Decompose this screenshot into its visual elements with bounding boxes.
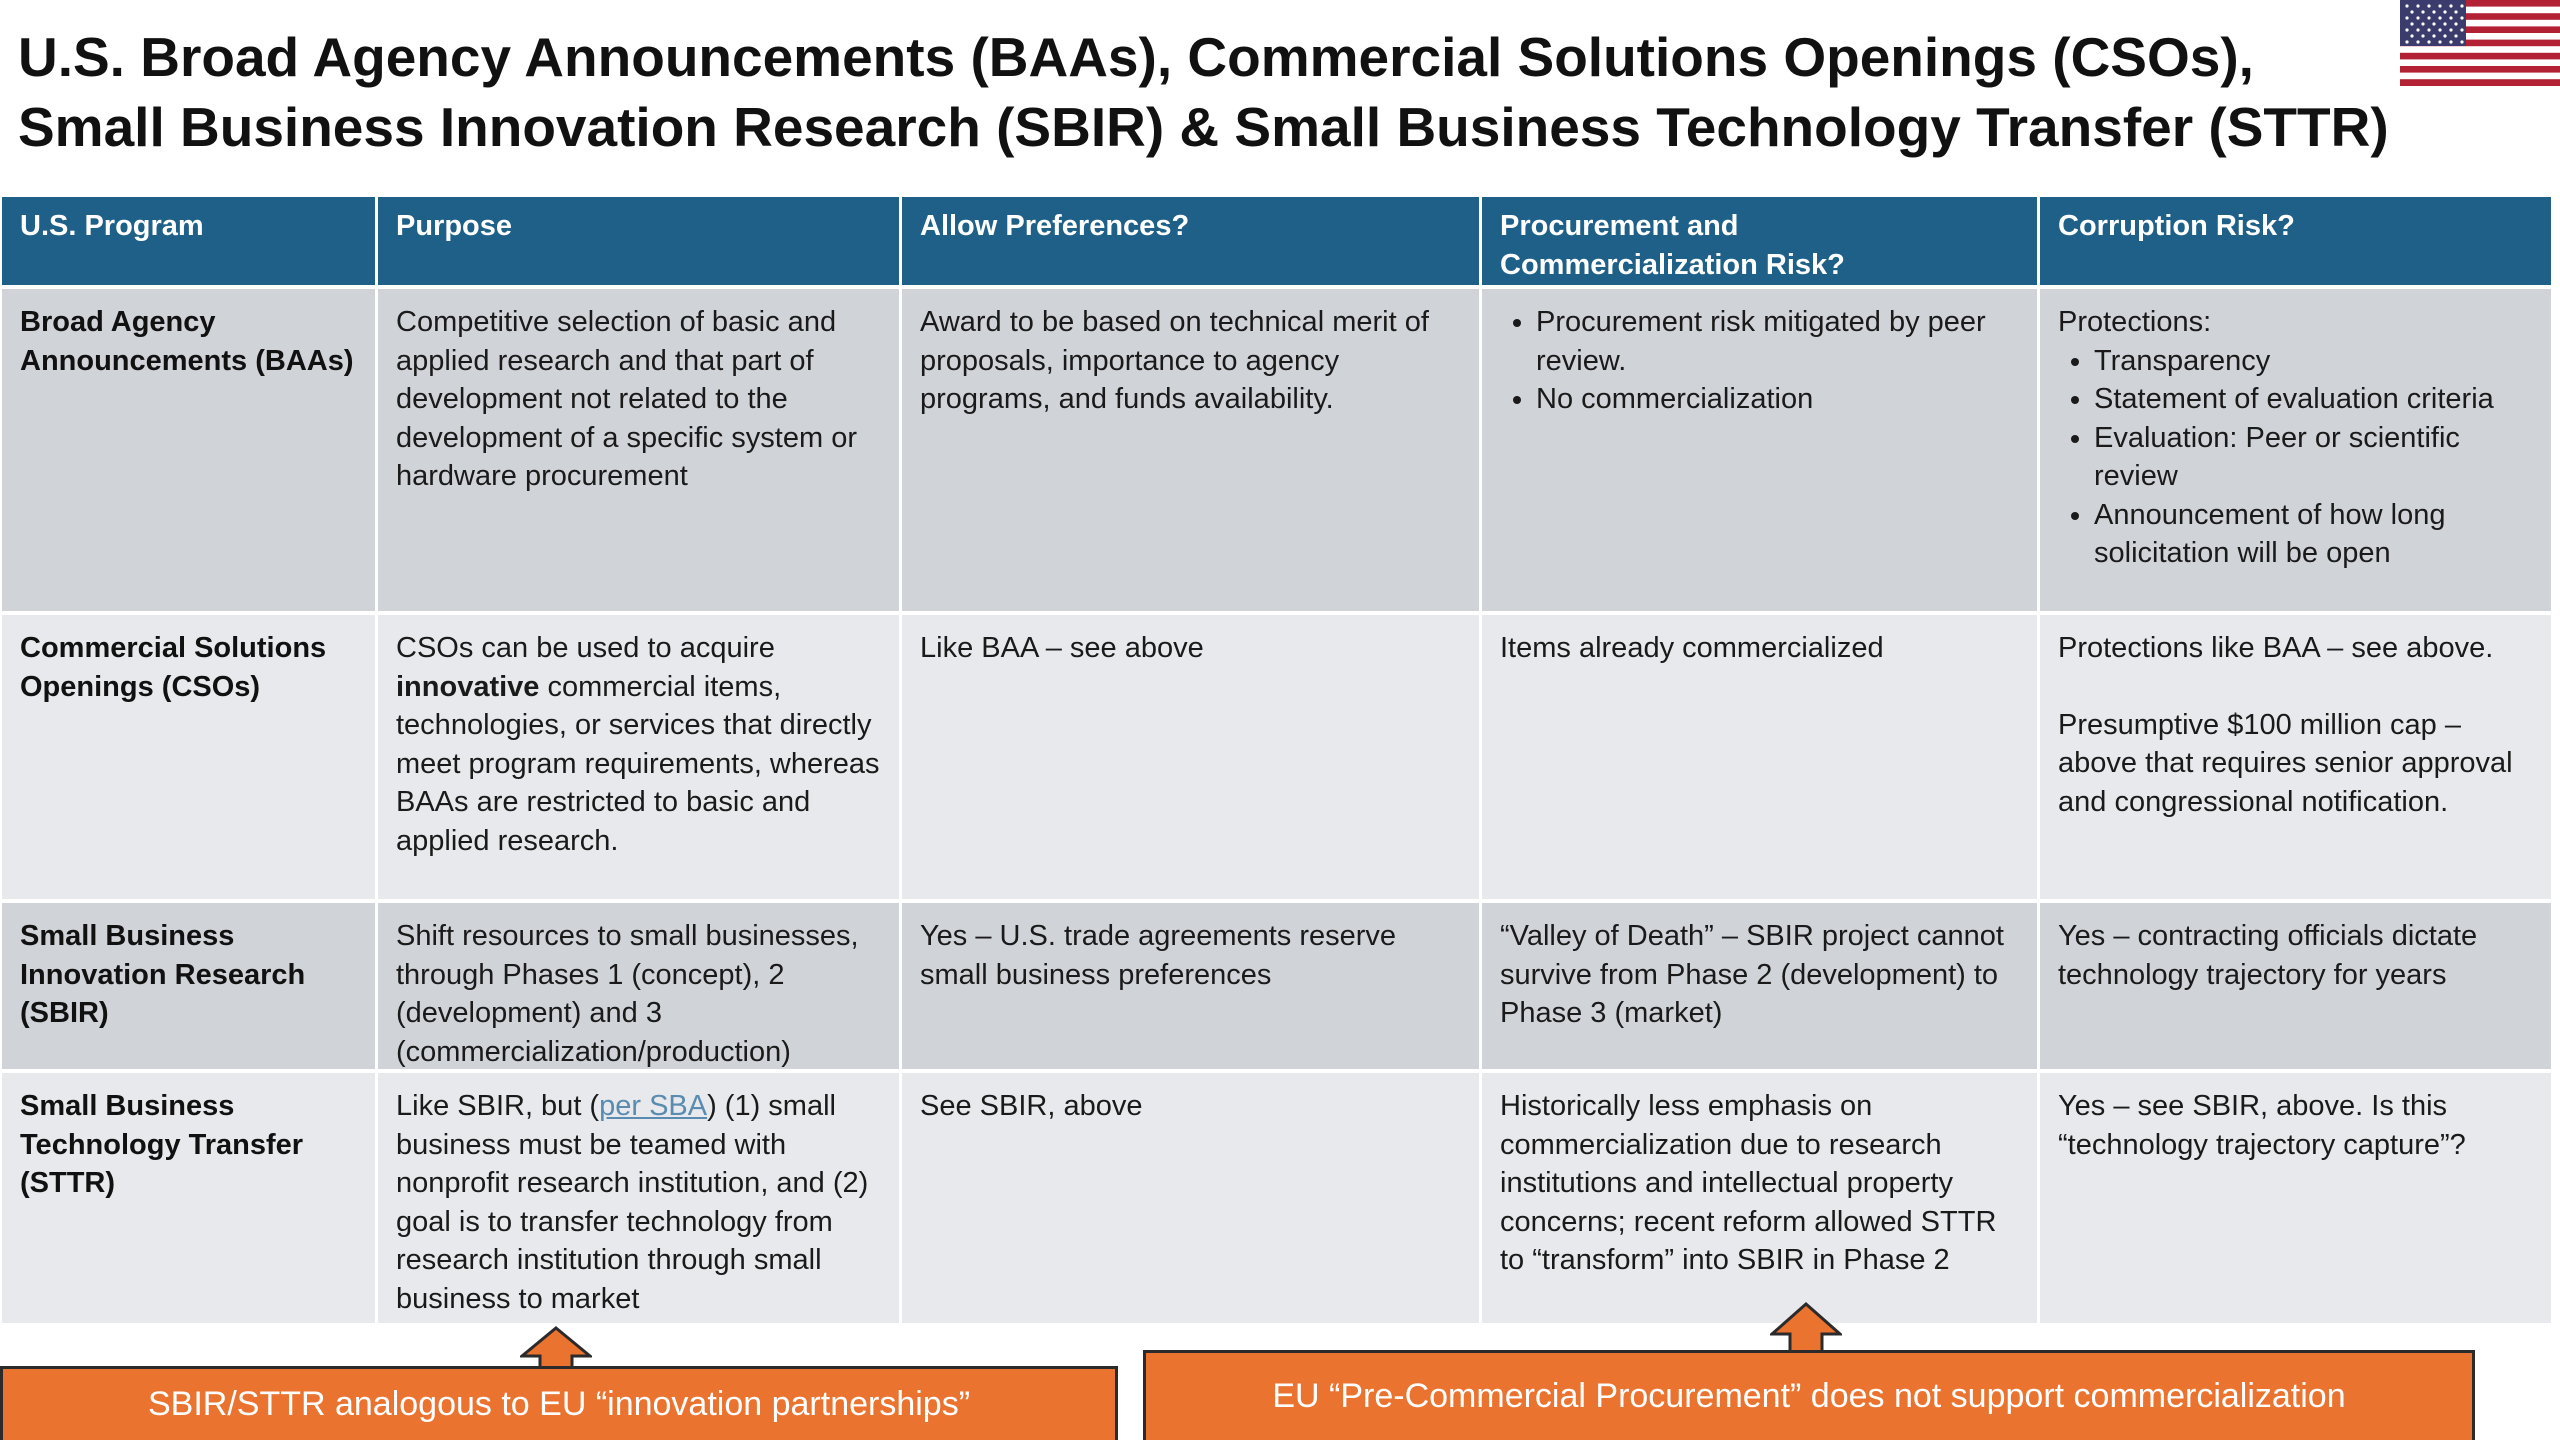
page-title [18,22,2389,162]
list-item: • Transparency [2094,342,2535,381]
row-cso-program: Commercial Solutions Openings (CSOs) [2,615,378,903]
row-sttr-purpose-post: ) (1) small business must be teamed with nonprofit research institution, and (2) goal is to transfer technology from research institution through small business to market [396,1090,869,1315]
header-preferences: Allow Preferences? [902,197,1482,289]
row-sttr-corruption: Yes – see SBIR, above. Is this “technology trajectory capture”? [2040,1073,2554,1327]
header-corruption: Corruption Risk? [2040,197,2554,289]
row-baa-corruption-list [2058,342,2535,573]
callout-pre-commercial-procurement: EU “Pre-Commercial Procurement” does not support commercialization [1143,1350,2475,1440]
row-sttr-purpose-pre: Like SBIR, but ( [396,1090,600,1122]
row-sttr-program: Small Business Technology Transfer (STTR) [2,1073,378,1327]
header-risk: Procurement and Commercialization Risk? [1482,197,2040,289]
row-baa-corruption [2040,289,2554,615]
row-baa-risk-list [1500,303,2021,419]
row-sbir-purpose: Shift resources to small businesses, through Phases 1 (concept), 2 (development) and 3 (commercialization/production) [378,903,902,1073]
row-cso-purpose-bold: innovative [396,670,540,703]
row-sttr-purpose [378,1073,902,1327]
row-sbir-program: Small Business Innovation Research (SBIR) [2,903,378,1073]
row-cso-preferences: Like BAA – see above [902,615,1482,903]
list-item: • Evaluation: Peer or scientific review [2094,419,2535,496]
row-baa-purpose: Competitive selection of basic and applied research and that part of development not related to the development of a specific system or hardware procurement [378,289,902,615]
row-cso-corruption [2040,615,2554,903]
row-sbir-preferences: Yes – U.S. trade agreements reserve small business preferences [902,903,1482,1073]
row-sbir-corruption: Yes – contracting officials dictate technology trajectory for years [2040,903,2554,1073]
list-item: • No commercialization [1536,380,2021,419]
title-line-1: U.S. Broad Agency Announcements (BAAs), Commercial Solutions Openings (CSOs), [18,26,2254,88]
row-sttr-risk: Historically less emphasis on commercialization due to research institutions and intellectual property concerns; recent reform allowed STTR to “transform” into SBIR in Phase 2 [1482,1073,2040,1327]
us-flag-icon [2400,0,2560,86]
row-cso-risk: Items already commercialized [1482,615,2040,903]
title-line-2: Small Business Innovation Research (SBIR) & Small Business Technology Transfer (STTR) [18,96,2389,158]
list-item: • Announcement of how long solicitation will be open [2094,496,2535,573]
row-cso-purpose [378,615,902,903]
row-baa-program: Broad Agency Announcements (BAAs) [2,289,378,615]
row-sbir-risk: “Valley of Death” – SBIR project cannot survive from Phase 2 (development) to Phase 3 (market) [1482,903,2040,1073]
callout-innovation-partnerships: SBIR/STTR analogous to EU “innovation partnerships” [0,1366,1118,1440]
arrow-up-icon [520,1326,592,1370]
programs-table [0,197,2554,1327]
row-baa-risk [1482,289,2040,615]
row-baa-corruption-intro: Protections: [2058,306,2212,338]
row-baa-preferences: Award to be based on technical merit of proposals, importance to agency programs, and funds availability. [902,289,1482,615]
header-program: U.S. Program [2,197,378,289]
header-purpose: Purpose [378,197,902,289]
per-sba-link[interactable]: per SBA [599,1090,708,1122]
row-cso-corruption-p1: Protections like BAA – see above. [2058,632,2494,664]
row-cso-purpose-pre: CSOs can be used to acquire [396,632,775,664]
arrow-up-icon [1770,1302,1842,1354]
list-item: • Statement of evaluation criteria [2094,380,2535,419]
list-item: • Procurement risk mitigated by peer review. [1536,303,2021,380]
row-cso-purpose-post: commercial items, technologies, or services that directly meet program requirements, whereas BAAs are restricted to basic and applied research. [396,670,880,857]
row-sttr-preferences: See SBIR, above [902,1073,1482,1327]
row-cso-corruption-p2: Presumptive $100 million cap – above that requires senior approval and congressional notification. [2058,708,2513,818]
